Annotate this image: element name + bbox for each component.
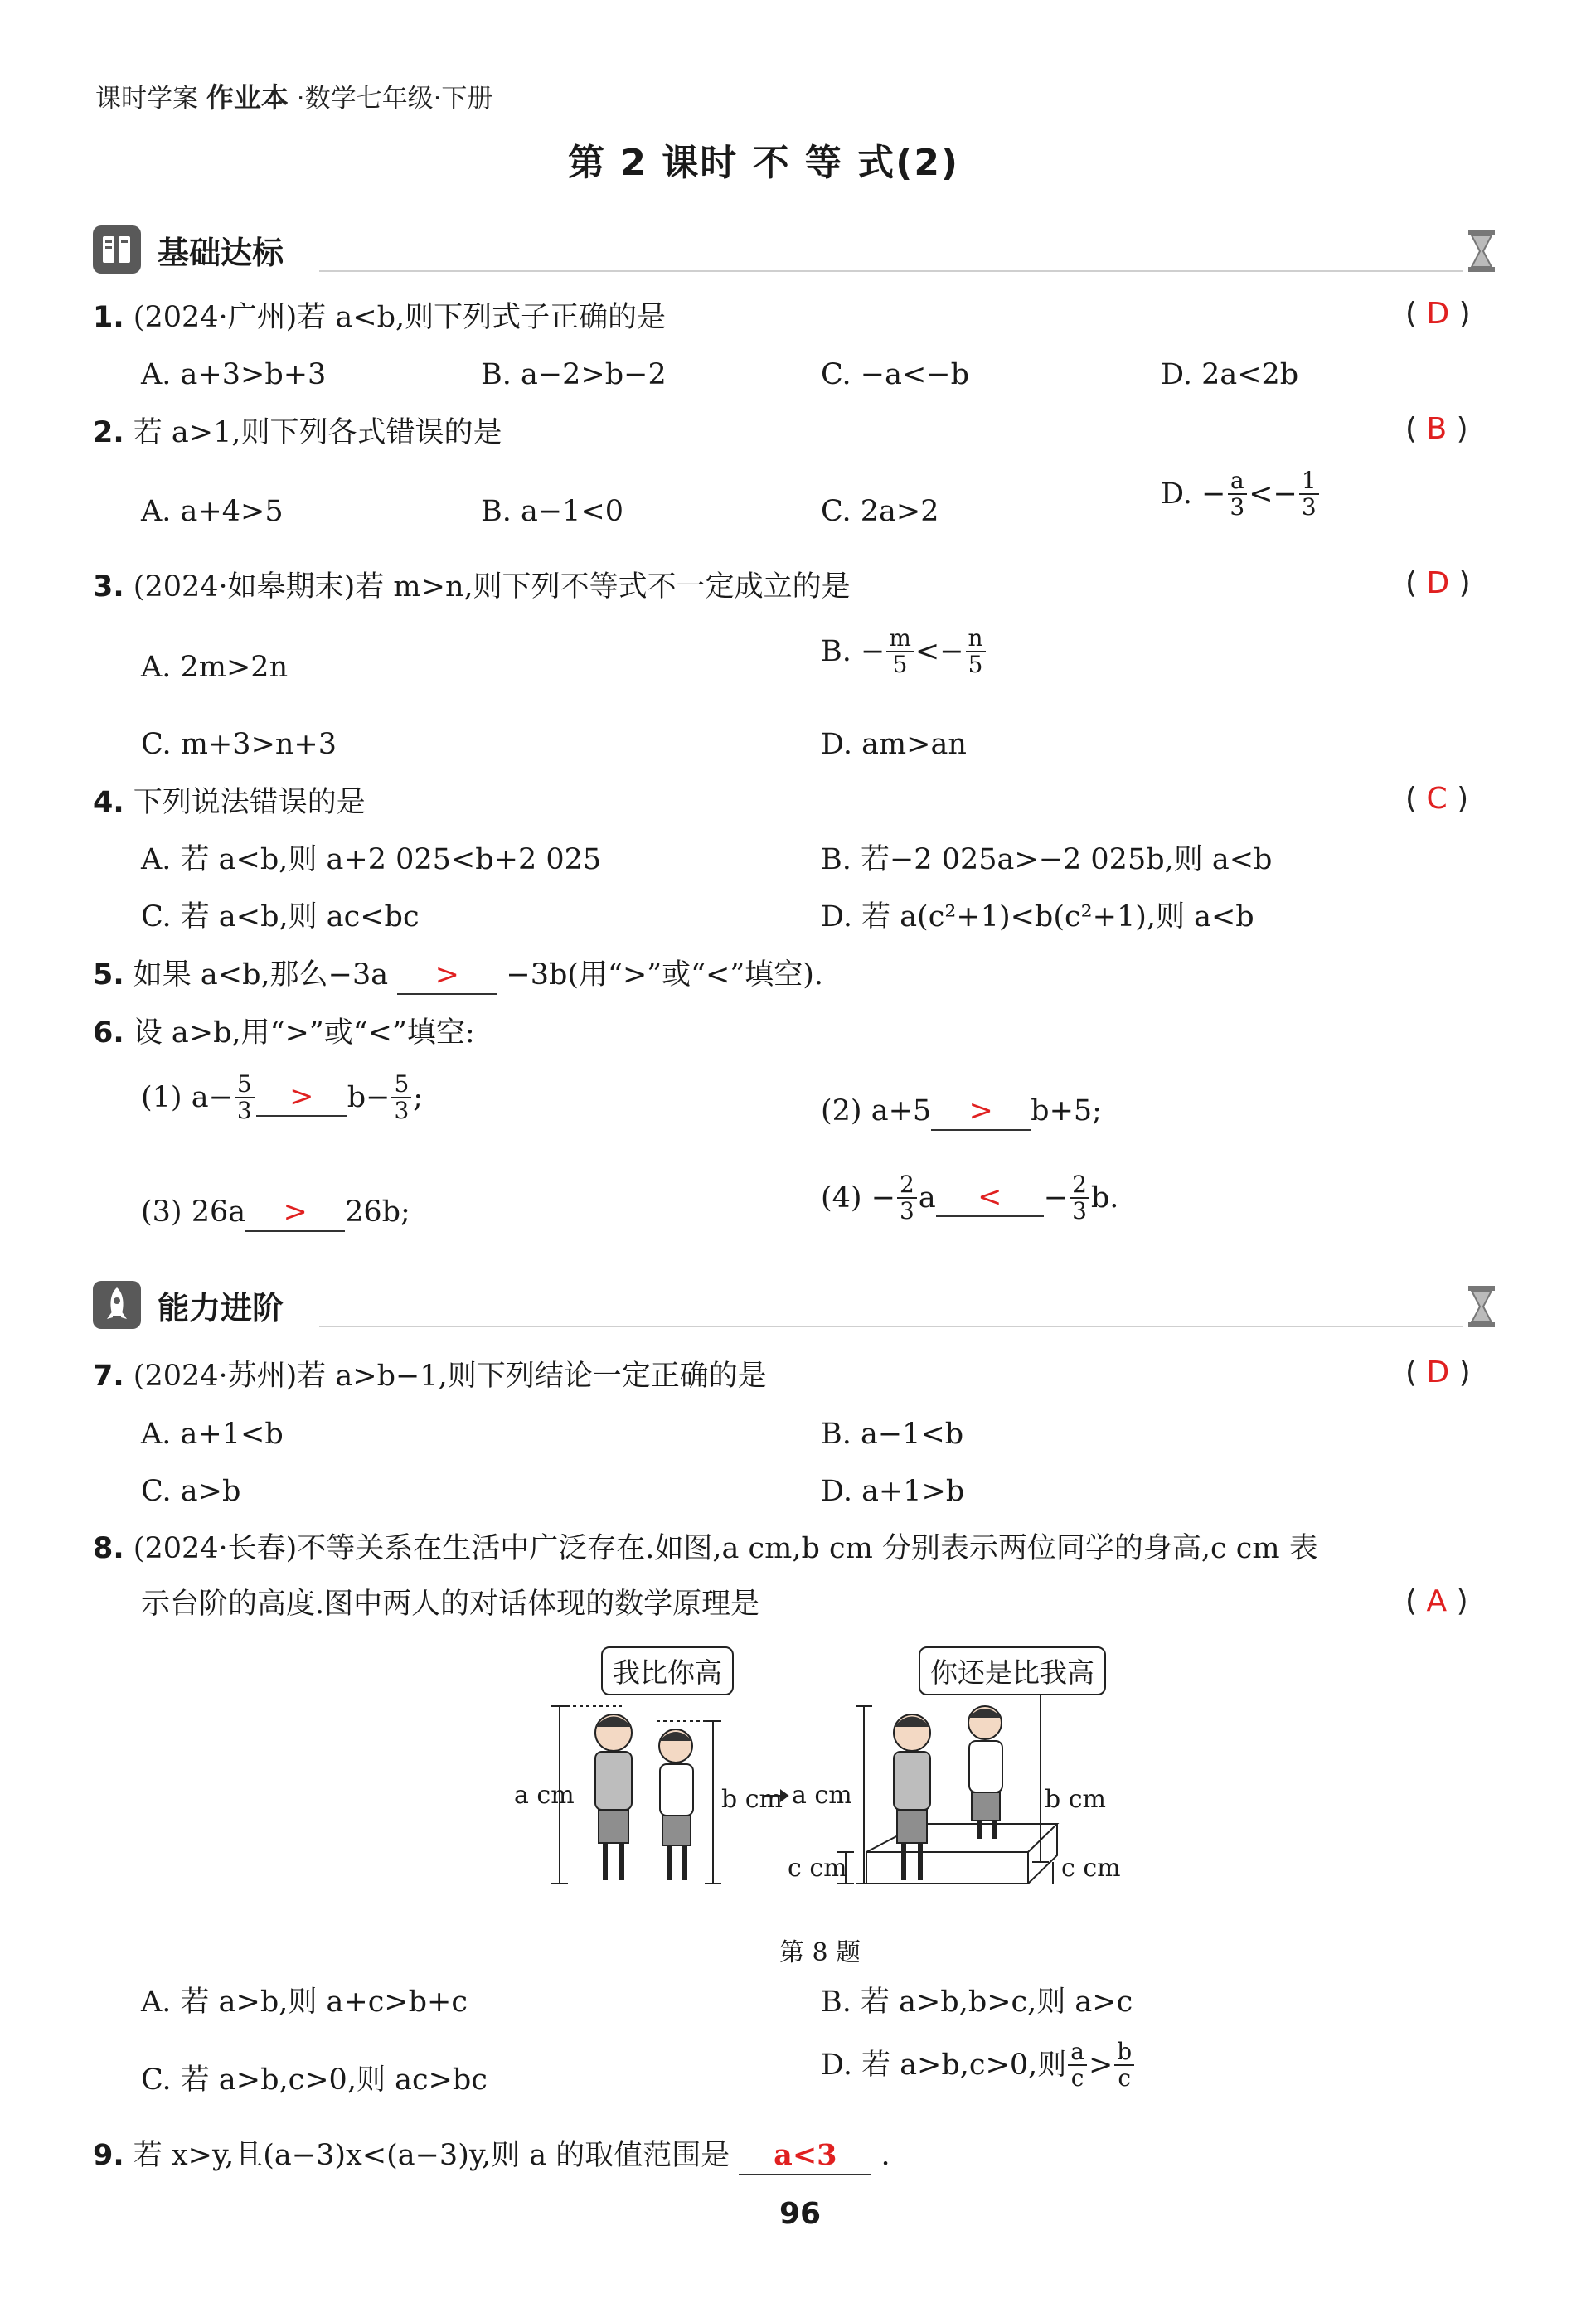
running-header: 课时学案 作业本 ·数学七年级·下册 (95, 81, 493, 114)
q8-figure (514, 1640, 1121, 1922)
q3-option-a: A. 2m>2n (141, 651, 289, 684)
answer-8: ( A ) (1405, 1584, 1468, 1618)
q2-option-b: B. a−1<0 (481, 495, 624, 528)
answer-7: ( D ) (1405, 1355, 1471, 1389)
q1-option-a: A. a+3>b+3 (141, 358, 327, 391)
fraction: $\frac{5}{3}$ (235, 1072, 255, 1123)
fraction: $\frac{a}{c}$ (1068, 2039, 1087, 2091)
q8-option-d: D. 若 a>b,c>0,则 $\frac{a}{c}$ > $\frac{b}{c}$ (821, 2039, 1136, 2091)
question-4: 4. 下列说法错误的是 (93, 786, 366, 819)
answer-3: ( D ) (1405, 566, 1471, 600)
speech-bubble-2: 你还是比我高 (919, 1646, 1106, 1695)
q4-option-a: A. 若 a<b,则 a+2 025<b+2 025 (141, 843, 602, 876)
q6-2-blank[interactable]: > (931, 1093, 1031, 1131)
section-title-basic: 基础达标 (158, 235, 284, 271)
q4-option-b: B. 若−2 025a>−2 025b,则 a<b (821, 843, 1273, 876)
q8-option-c: C. 若 a>b,c>0,则 ac>bc (141, 2063, 488, 2097)
label-c-cm-2: c cm (1061, 1854, 1121, 1883)
q2-option-c: C. 2a>2 (821, 495, 939, 528)
fraction: $\frac{a}{3}$ (1227, 468, 1247, 520)
fraction: $\frac{m}{5}$ (886, 626, 914, 677)
q6-part-1: (1) a− $\frac{5}{3}$ > b− $\frac{5}{3}$ ; (141, 1070, 424, 1124)
label-c-cm: c cm (788, 1854, 847, 1883)
q6-4-blank[interactable]: < (936, 1179, 1044, 1217)
q6-part-2: (2) a+5 > b+5; (821, 1093, 1102, 1131)
page-title: 第 2 课时 不 等 式(2) (568, 142, 960, 184)
q1-option-b: B. a−2>b−2 (481, 358, 667, 391)
student-figure (595, 1714, 632, 1880)
page-number: 96 (779, 2197, 822, 2231)
q3-option-d: D. am>an (821, 728, 967, 761)
q3-option-c: C. m+3>n+3 (141, 728, 337, 761)
q1-option-c: C. −a<−b (821, 358, 970, 391)
q3-option-b: B. − $\frac{m}{5}$ <− $\frac{n}{5}$ (821, 626, 987, 677)
label-a-cm: a cm (514, 1781, 575, 1810)
student-figure (659, 1729, 693, 1880)
q7-option-c: C. a>b (141, 1475, 241, 1508)
question-8-line-2: 示台阶的高度.图中两人的对话体现的数学原理是 (141, 1588, 760, 1621)
answer-2: ( B ) (1405, 412, 1468, 446)
answer-1: ( D ) (1405, 297, 1471, 331)
rocket-icon (93, 1281, 141, 1329)
question-1: 1. (2024·广州)若 a<b,则下列式子正确的是 (93, 301, 667, 334)
fraction: $\frac{5}{3}$ (391, 1072, 411, 1123)
question-9: 9. 若 x>y,且(a−3)x<(a−3)y,则 a 的取值范围是 a<3 . (93, 2137, 890, 2175)
q2-option-a: A. a+4>5 (141, 495, 284, 528)
question-7: 7. (2024·苏州)若 a>b−1,则下列结论一定正确的是 (93, 1360, 767, 1393)
section-divider (319, 270, 1463, 272)
question-6: 6. 设 a>b,用“>”或“<”填空: (93, 1016, 475, 1050)
q6-part-3: (3) 26a > 26b; (141, 1194, 410, 1232)
q8-option-a: A. 若 a>b,则 a+c>b+c (141, 1986, 468, 2019)
hourglass-icon (1463, 229, 1500, 277)
label-a-cm-2: a cm (792, 1781, 852, 1810)
q4-option-d: D. 若 a(c²+1)<b(c²+1),则 a<b (821, 900, 1254, 933)
figure-caption: 第 8 题 (779, 1938, 861, 1967)
section-title-advanced: 能力进阶 (158, 1290, 284, 1326)
q5-blank[interactable]: > (397, 957, 497, 995)
question-8: 8. (2024·长春)不等关系在生活中广泛存在.如图,a cm,b cm 分别表示两位同学的身高,c cm 表 (93, 1532, 1318, 1565)
speech-bubble-1: 我比你高 (601, 1646, 734, 1695)
section-divider (319, 1326, 1463, 1327)
q6-part-4: (4) − $\frac{2}{3}$ a < − $\frac{2}{3}$ b. (821, 1171, 1119, 1224)
q4-option-c: C. 若 a<b,则 ac<bc (141, 900, 420, 933)
student-figure (894, 1714, 930, 1880)
fraction: $\frac{2}{3}$ (897, 1172, 917, 1224)
fraction: $\frac{2}{3}$ (1070, 1172, 1089, 1224)
question-2: 2. 若 a>1,则下列各式错误的是 (93, 416, 502, 449)
q7-option-b: B. a−1<b (821, 1418, 964, 1451)
q6-1-blank[interactable]: > (256, 1079, 347, 1117)
book-icon (93, 225, 141, 274)
question-5: 5. 如果 a<b,那么−3a > −3b(用“>”或“<”填空). (93, 957, 823, 995)
fraction: $\frac{1}{3}$ (1299, 468, 1319, 520)
fraction: $\frac{n}{5}$ (966, 626, 986, 677)
q9-blank[interactable]: a<3 (739, 2137, 871, 2175)
student-figure (968, 1706, 1002, 1839)
hourglass-icon (1463, 1284, 1500, 1332)
q8-option-b: B. 若 a>b,b>c,则 a>c (821, 1986, 1133, 2019)
q2-option-d: D. − $\frac{a}{3}$ <− $\frac{1}{3}$ (1161, 468, 1321, 520)
question-3: 3. (2024·如皋期末)若 m>n,则下列不等式不一定成立的是 (93, 570, 851, 604)
fraction: $\frac{b}{c}$ (1114, 2039, 1134, 2091)
answer-4: ( C ) (1405, 782, 1469, 816)
q1-option-d: D. 2a<2b (1161, 358, 1299, 391)
label-b-cm: b cm (721, 1785, 783, 1814)
q6-3-blank[interactable]: > (245, 1194, 345, 1232)
q7-option-d: D. a+1>b (821, 1475, 965, 1508)
label-b-cm-2: b cm (1045, 1785, 1106, 1814)
q7-option-a: A. a+1<b (141, 1418, 284, 1451)
